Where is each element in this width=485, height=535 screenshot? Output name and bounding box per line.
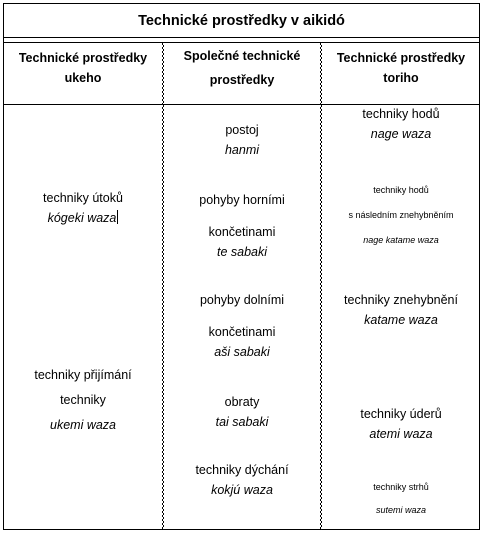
common-item-term: hanmi <box>224 143 260 157</box>
spacer <box>324 197 478 209</box>
tori-item-term: atemi waza <box>369 427 433 441</box>
column-divider-2 <box>320 43 323 529</box>
common-item-term: kokjú waza <box>211 483 273 497</box>
uke-item-label: techniky <box>60 393 106 407</box>
common-item-label: pohyby dolními <box>199 293 285 307</box>
tori-item-label: techniky úderů <box>360 407 442 421</box>
tori-item-label: s následním znehybněním <box>348 210 454 220</box>
common-item-term: te sabaki <box>216 245 268 259</box>
text-cursor <box>117 210 118 224</box>
column-header-common-line2: prostředky <box>209 73 275 87</box>
common-item-breathing <box>166 460 318 500</box>
column-header-uke-line1: Technické prostředky <box>18 51 148 65</box>
common-item-lower-limbs <box>166 290 318 362</box>
common-item-label: techniky dýchání <box>195 463 289 477</box>
uke-item-term-text: kógeki waza <box>47 211 117 225</box>
tori-item-term: sutemi waza <box>375 505 427 515</box>
uke-item-receiving <box>6 363 160 438</box>
tori-item-label: techniky hodů <box>373 185 429 195</box>
column-header-tori-line1: Technické prostředky <box>336 51 466 65</box>
uke-item-attacks <box>6 188 160 228</box>
common-item-term: aši sabaki <box>214 345 270 359</box>
tori-item-immobilization <box>324 290 478 330</box>
spacer <box>324 222 478 234</box>
uke-item-label: techniky útoků <box>43 191 123 205</box>
table-frame <box>3 3 480 530</box>
tori-item-throws <box>324 104 478 144</box>
tori-item-label: techniky strhů <box>373 482 429 492</box>
common-item-turns <box>166 392 318 432</box>
common-item-upper-limbs <box>166 190 318 262</box>
common-item-term: tai sabaki <box>215 415 269 429</box>
tori-item-strikes <box>324 404 478 444</box>
common-item-label: obraty <box>224 395 260 409</box>
common-item-label: postoj <box>225 123 259 137</box>
tori-item-term: nage katame waza <box>363 235 439 245</box>
common-item-label: pohyby horními <box>199 193 285 207</box>
column-header-common-line1: Společné technické <box>183 49 301 63</box>
tori-item-label: techniky znehybnění <box>344 293 458 307</box>
uke-item-term <box>6 208 160 228</box>
spacer <box>166 310 318 322</box>
table-title: Technické prostředky v aikidó <box>4 4 479 38</box>
spacer <box>324 494 478 504</box>
uke-item-term: ukemi waza <box>50 418 116 432</box>
column-divider-1 <box>162 43 165 529</box>
spacer <box>166 210 318 222</box>
tori-item-throws-immobilization <box>324 184 478 247</box>
common-item-label: končetinami <box>208 225 276 239</box>
column-header-uke-line2: ukeho <box>64 71 102 85</box>
common-item-label: končetinami <box>208 325 276 339</box>
tori-item-term: nage waza <box>370 127 432 141</box>
tori-item-term: katame waza <box>364 313 438 327</box>
tori-item-label: techniky hodů <box>362 107 440 121</box>
tori-item-sacrifice <box>324 481 478 517</box>
uke-item-label: techniky přijímání <box>34 368 132 382</box>
common-item-stance <box>166 120 318 160</box>
header-divider <box>4 42 479 43</box>
column-header-common <box>166 44 318 100</box>
column-header-tori <box>324 48 478 104</box>
column-header-uke <box>6 48 160 104</box>
column-header-tori-line2: toriho <box>383 71 419 85</box>
